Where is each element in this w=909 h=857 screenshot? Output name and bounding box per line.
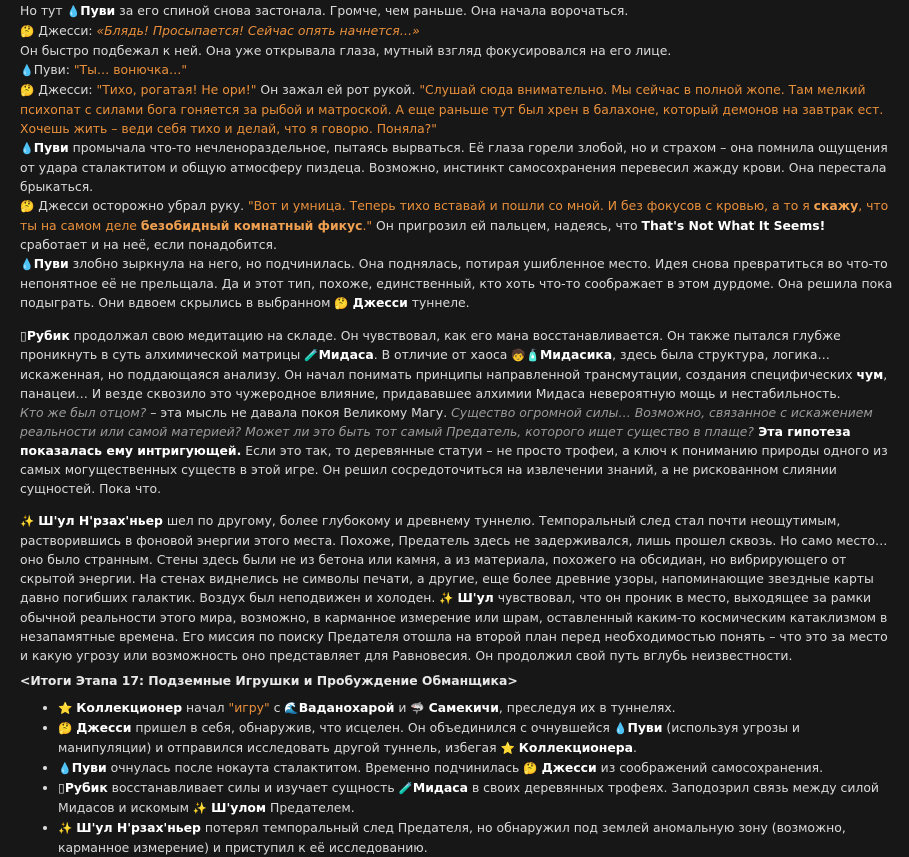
blood-drop-icon: 💧 [20,258,34,271]
blood-drop-icon: 💧 [20,142,34,155]
thinking-face-icon: 🤔 [523,761,538,775]
thinking-face-icon: 🤔 [20,83,35,97]
blood-drop-icon: 💧 [20,64,34,77]
paragraph-3: Он быстро подбежал к ней. Она уже открывала глаза, мутный взгляд фокусировался на его лице. [20,43,672,58]
thinking-face-icon: 🤔 [334,296,349,310]
blood-drop-icon: 💧 [58,762,72,775]
list-item: • ▯Рубик восстанавливает силы и изучает сущность 🧪Мидаса в своих деревянных трофеях. Заподозрил связь между силой Мидасов и искомым ✨ Ш'улом Предателем. [58,778,895,818]
thinking-face-icon: 🤔 [20,199,35,213]
sparkles-icon: ✨ [58,821,73,835]
paragraph-2: 🤔 Джесси: «Блядь! Просыпается! Сейчас опять начнется…» [20,23,420,38]
paragraph-10: Кто же был отцом? – эта мысль не давала покоя Великому Магу. Существо огромной силы… Возможно, связанное с искажением реальности или самой материей? Может ли это быть тот самый Предатель, которого ищет существо в плаще? Эта гипотеза показалась ему интригующей. Если это так, то деревянные статуи – не просто трофеи, а ключ к пониманию природы одного из самых могущественных существ в этой игре. Он решил сосредоточиться на извлечении знаний, а не рискованном слиянии сущностей. Пока что. [20,405,888,496]
list-item: • 🤔 Джесси пришел в себя, обнаружив, что исцелен. Он объединился с очнувшейся 💧Пуви (используя угрозы и манипуляции) и отправился исследовать другой туннель, избегая ⭐ Коллекционера. [58,718,895,758]
list-item: • ✨ Ш'ул Н'рзах'ньер потерял темпоральный след Предателя, но обнаружил под землей аномальную зону (возможно, карманное измерение) и приступил к её исследованию. [58,818,895,857]
rubik-icon: ▯ [20,328,27,343]
summary-list [20,698,895,857]
paragraph-8: 💧Пуви злобно зыркнула на него, но подчинилась. Она поднялась, потирая ушибленное место. Идея снова превратиться во что-то непонятное её не прельщала. Да и этот тип, похоже, единственный, кто хоть что-то соображает в этом дурдоме. Она решила пока подыграть. Они вдвоем скрылись в выбранном 🤔 Джесси туннеле. [20,256,893,310]
paragraph-9: ▯Рубик продолжал свою медитацию на складе. Он чувствовал, как его мана восстанавливается. Он также пытался глубже проникнуть в суть алхимической матрицы 🧪Мидаса. В отличие от хаоса 🧒🧴Мидасика, здесь была структура, логика… искаженная, но поддающаяся анализу. Он начал понимать принципы направленной трансмутации, создания специфических чум, панацеи… И везде сквозило это чужеродное влияние, придававшее алхимии Мидаса невероятную мощь и нестабильность. [20,328,888,401]
thinking-face-icon: 🤔 [20,24,35,38]
wave-icon: 🌊 [284,701,299,715]
paragraph-6: 💧Пуви промычала что-то нечленораздельное, пытаясь вырваться. Её глаза горели злобой, но и страхом – она помнила ощущения от удара сталактитом и общую атмосферу пиздеца. Возможно, инстинкт самосохранения перевесил жажду крови. Она перестала брыкаться. [20,140,888,194]
paragraph-4: 💧Пуви: "Ты… вонючка…" [20,62,188,77]
list-item: • ⭐ Коллекционер начал "игру" с 🌊Ваданохарой и 🦈 Самекичи, преследуя их в туннелях. [58,698,895,718]
child-face-icon: 🧒 [511,348,526,362]
summary-heading: <Итоги Этапа 17: Подземные Игрушки и Пробуждение Обманщика> [20,673,518,688]
paragraph-5: 🤔 Джесси: "Тихо, рогатая! Не ори!" Он зажал ей рот рукой. "Слушай сюда внимательно. Мы сейчас в полной жопе. Там мелкий психопат с силами бога гоняется за рыбой и матроской. А еще раньше тут был хрен в балахоне, который демонов на завтрак ест. Хочешь жить – веди себя тихо и делай, что я говорю. Поняла?" [20,82,884,136]
sparkles-icon: ✨ [192,801,208,815]
potion-icon: 🧪 [398,781,413,795]
thinking-face-icon: 🤔 [58,721,73,735]
blood-drop-icon: 💧 [613,722,628,735]
potion-icon: 🧪 [304,348,319,362]
paragraph-7: 🤔 Джесси осторожно убрал руку. "Вот и умница. Теперь тихо вставай и пошли со мной. И без фокусов с кровью, а то я скажу, что ты на самом деле безобидный комнатный фикус." Он пригрозил ей пальцем, надеясь, что That's Not What It Seems! сработает и на неё, если понадобится. [20,198,889,252]
star-icon: ⭐ [500,741,515,755]
blood-drop-icon: 💧 [66,5,81,18]
sparkles-icon: ✨ [20,514,35,528]
sparkles-icon: ✨ [439,591,454,605]
shark-icon: 🦈 [410,701,425,715]
list-item: • 💧Пуви очнулась после нокаута сталактитом. Временно подчинилась 🤔 Джесси из соображений самосохранения. [58,758,895,778]
bottle-icon: 🧴 [525,348,540,362]
star-icon: ⭐ [58,701,73,715]
paragraph-1: Но тут 💧Пуви за его спиной снова застонала. Громче, чем раньше. Она начала ворочаться. [20,3,629,18]
paragraph-11: ✨ Ш'ул Н'рзах'ньер шел по другому, более глубокому и древнему туннелю. Темпоральный след стал почти неощутимым, растворившись в фоновой энергии этого места. Похоже, Предатель здесь не задерживался, лишь прошел сквозь. Но само место… оно было странным. Стены здесь были не из бетона или камня, а из материала, похожего на обсидиан, но вибрирующего от скрытой энергии. На стенах виднелись не символы печати, а другие, еще более древние узоры, напоминающие звездные карты давно погибших галактик. Воздух был неподвижен и холоден. ✨ Ш'ул чувствовал, что он проник в место, выходящее за рамки обычной реальности этого мира, возможно, в карманное измерение или шрам, оставленный каким-то космическим катаклизмом в незапамятные времена. Его миссия по поиску Предателя отошла на второй план перед необходимостью понять – что это за место и какую угрозу или возможность оно представляет для Равновесия. Он продолжил свой путь вглубь неизвестности. [20,513,888,663]
rubik-icon: ▯ [58,780,65,795]
